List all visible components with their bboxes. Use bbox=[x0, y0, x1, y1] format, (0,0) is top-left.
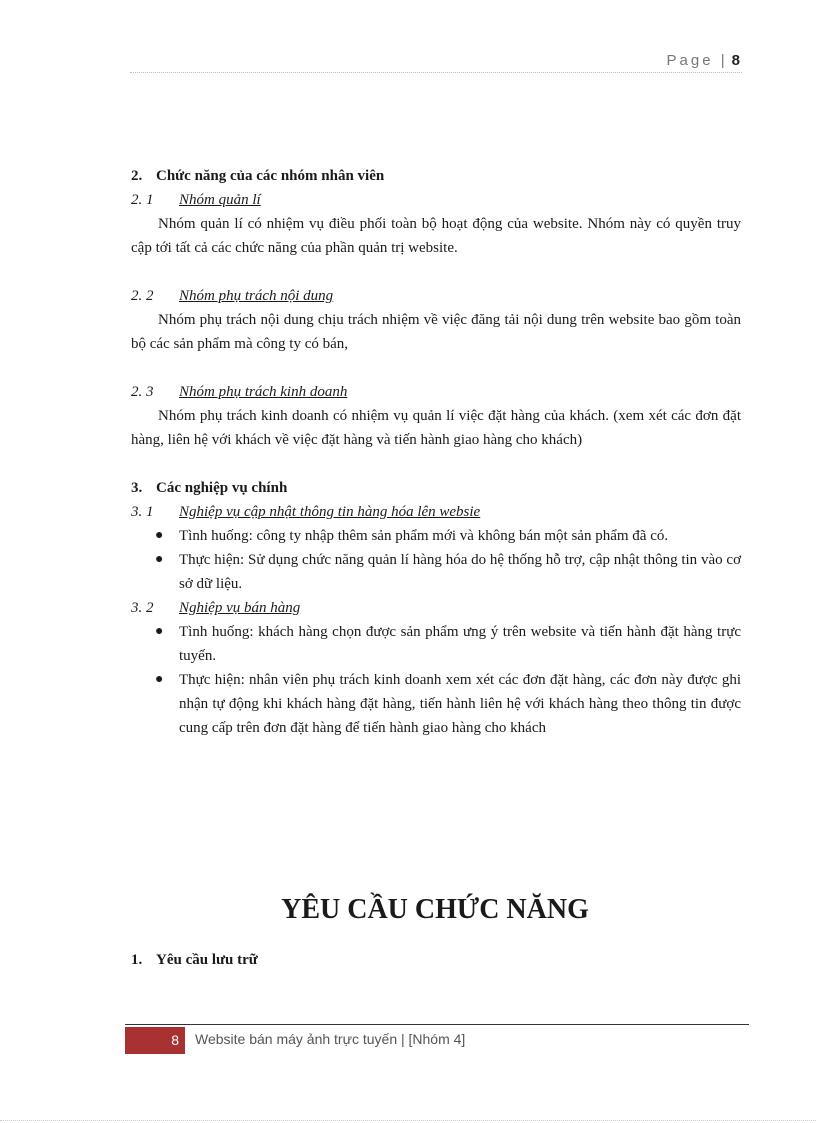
subsection-heading-3-2: 3. 2 Nghiệp vụ bán hàng bbox=[131, 600, 301, 616]
list-item: ● Thực hiện: nhân viên phụ trách kinh doanh xem xét các đơn đặt hàng, các đơn này được ghi nhận tự động khi khách hàng đặt hàng, tiến hành liên hệ với khách hàng theo thông tin được cung cấp trên đơn đặt hàng để tiến hành giao hàng cho khách bbox=[131, 668, 741, 740]
bullet-icon: ● bbox=[155, 552, 164, 567]
bullet-list-3-1 bbox=[131, 524, 741, 596]
footer-page-number: 8 bbox=[125, 1027, 185, 1054]
paragraph-2-1: Nhóm quản lí có nhiệm vụ điều phối toàn bộ hoạt động của website. Nhóm này có quyền truy cập tới tất cả các chức năng của phần quản trị website. bbox=[131, 216, 741, 256]
subsection-heading-3-1: 3. 1 Nghiệp vụ cập nhật thông tin hàng hóa lên websie bbox=[131, 504, 481, 520]
paragraph-2-2: Nhóm phụ trách nội dung chịu trách nhiệm về việc đăng tải nội dung trên website bao gồm toàn bộ các sản phẩm mà công ty có bán, bbox=[131, 312, 741, 352]
page-label: Page bbox=[666, 52, 714, 69]
bullet-list-3-2 bbox=[131, 620, 741, 740]
list-item: ● Thực hiện: Sử dụng chức năng quản lí hàng hóa do hệ thống hỗ trợ, cập nhật thông tin vào cơ sở dữ liệu. bbox=[131, 548, 741, 596]
list-item: ● Tình huống: khách hàng chọn được sản phẩm ưng ý trên website và tiến hành đặt hàng trực tuyến. bbox=[131, 620, 741, 668]
bullet-icon: ● bbox=[155, 528, 164, 543]
page-bottom-divider bbox=[0, 1120, 816, 1121]
page-number: 8 bbox=[731, 52, 740, 69]
section-heading-2: 2. Chức năng của các nhóm nhân viên bbox=[131, 168, 385, 184]
document-body bbox=[131, 164, 741, 740]
footer-divider bbox=[125, 1024, 749, 1025]
subsection-heading-2-3: 2. 3 Nhóm phụ trách kinh doanh bbox=[131, 384, 348, 400]
bullet-icon: ● bbox=[155, 672, 164, 687]
paragraph-2-3: Nhóm phụ trách kinh doanh có nhiệm vụ quản lí việc đặt hàng của khách. (xem xét các đơn đặt hàng, liên hệ với khách về việc đặt hàng và tiến hành giao hàng cho khách) bbox=[131, 408, 741, 448]
subsection-heading-2-1: 2. 1 Nhóm quản lí bbox=[131, 192, 261, 208]
page-header: Page | 8 bbox=[666, 52, 740, 69]
section-heading-3: 3. Các nghiệp vụ chính bbox=[131, 480, 288, 496]
subsection-heading-2-2: 2. 2 Nhóm phụ trách nội dung bbox=[131, 288, 334, 304]
list-item: ● Tình huống: công ty nhập thêm sản phẩm mới và không bán một sản phẩm đã có. bbox=[131, 524, 741, 548]
chapter-title: YÊU CẦU CHỨC NĂNG bbox=[281, 894, 589, 925]
header-divider bbox=[130, 72, 742, 73]
bullet-icon: ● bbox=[155, 624, 164, 639]
section-heading-requirements: 1. Yêu cầu lưu trữ bbox=[131, 952, 258, 968]
footer-text: Website bán máy ảnh trực tuyến | [Nhóm 4] bbox=[195, 1031, 466, 1047]
